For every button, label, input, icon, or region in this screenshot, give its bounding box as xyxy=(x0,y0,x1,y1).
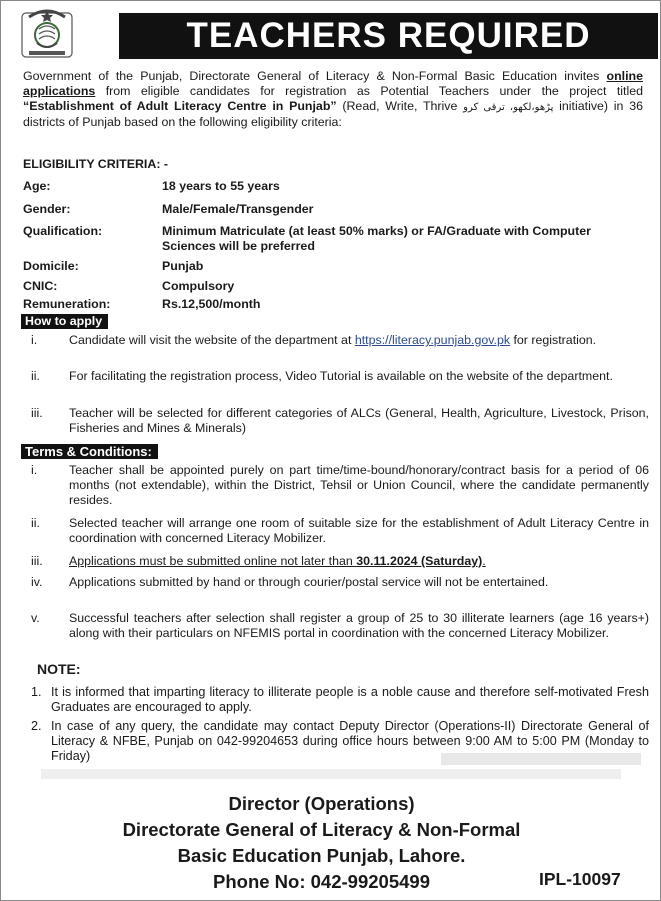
project-title: “Establishment of Adult Literacy Centre in Punjab” xyxy=(23,99,337,113)
terms-heading: Terms & Conditions: xyxy=(21,444,158,459)
footer-phone: Phone No: 042-99205499 xyxy=(213,871,430,892)
footer-director: Director (Operations) xyxy=(228,793,415,814)
urdu-slogan: پڑھو،لکھو، ترقی کرو xyxy=(463,102,554,113)
online-word: online xyxy=(606,69,643,83)
advertisement-reference: IPL-10097 xyxy=(539,869,621,889)
how-to-apply-heading: How to apply xyxy=(21,314,108,329)
footer-directorate: Directorate General of Literacy & Non-Formal xyxy=(122,819,521,840)
page-title: TEACHERS REQUIRED xyxy=(119,13,658,59)
scan-smudge xyxy=(41,769,621,779)
punjab-government-emblem-icon xyxy=(19,7,75,61)
advertisement-page: TEACHERS REQUIRED Government of the Punjab, Directorate General of Literacy & Non-Formal Basic Education invites online applications from eligible candidates for registration as Potential Teachers under the project titled “Establishment of Adult Literacy Centre in Punjab” (Read, Write, Thrive پڑھو،لکھو، ترقی کرو initiative) in 36 districts of Punjab based on the following eligibility criteria: ELIGIBILITY CRITERIA: - Age: 18 years to 55 years Gender: Male/Female/Transgender Qualification: Minimum Matriculate (at least 50% marks) or FA/Graduate with Computer Sciences will be preferred Domicile: Punjab CNIC: Compulsory Remuneration: Rs.12,500/month How to apply i. Candidate will visit the website of the department at https://literacy.punjab.gov.pk for registration. ii. For facilitating the registration process, Video Tutorial is available on the website of the department. iii. Teacher will be selected for different categories of ALCs (General, Health, Agriculture, Livestock, Prison, Fisheries and Mines & Minerals) Terms & Conditions: i. Teacher shall be appointed purely on part time/time-bound/honorary/contract basis for a period of 06 months (not extendable), within the District, Tehsil or Union Council, where the candidate permanently resides. ii. Selected teacher will arrange one room of suitable size for the establishment of Adult Literacy Centre in coordination with concerned Literacy Mobilizer. iii. Applications must be submitted online not later than 30.11.2024 (Saturday). iv. Applications submitted by hand or through courier/postal service will not be entertained. v. Successful teachers after selection shall register a group of 25 to 30 illiterate learners (age 16 years+) along with their particulars on NFEMIS portal in coordination with the concerned Literacy Mobilizer. NOTE: 1. It is informed that imparting literacy to illiterate people is a noble cause and therefore self-motivated Fresh Graduates are encouraged to apply. 2. In case of any query, the candidate may contact Deputy Director (Operations-II) Directorate General of Literacy & NFBE, Punjab on 042-99204653 during office hours between 9:00 AM to 5:00 PM (Monday to Friday) Director (Operations) Directorate General of Literacy & Non-Formal Basic Education Punjab, Lahore. Phone No: 042-99205499 IPL-10097 xyxy=(0,0,661,901)
scan-smudge xyxy=(441,753,641,765)
intro-paragraph: Government of the Punjab, Directorate General of Literacy & Non-Formal Basic Education invites online applications from eligible candidates for registration as Potential Teachers under the project titled “Establishment of Adult Literacy Centre in Punjab” (Read, Write, Thrive پڑھو،لکھو، ترقی کرو initiative) in 36 districts of Punjab based on the following eligibility criteria: xyxy=(23,69,643,129)
header xyxy=(5,5,658,63)
footer-address: Basic Education Punjab, Lahore. xyxy=(177,845,466,866)
note-heading: NOTE: xyxy=(37,661,81,677)
deadline-date: 30.11.2024 (Saturday) xyxy=(356,554,483,568)
applications-word: applications xyxy=(23,84,96,98)
eligibility-heading: ELIGIBILITY CRITERIA: - xyxy=(23,157,169,171)
literacy-website-link[interactable]: https://literacy.punjab.gov.pk xyxy=(354,333,511,347)
